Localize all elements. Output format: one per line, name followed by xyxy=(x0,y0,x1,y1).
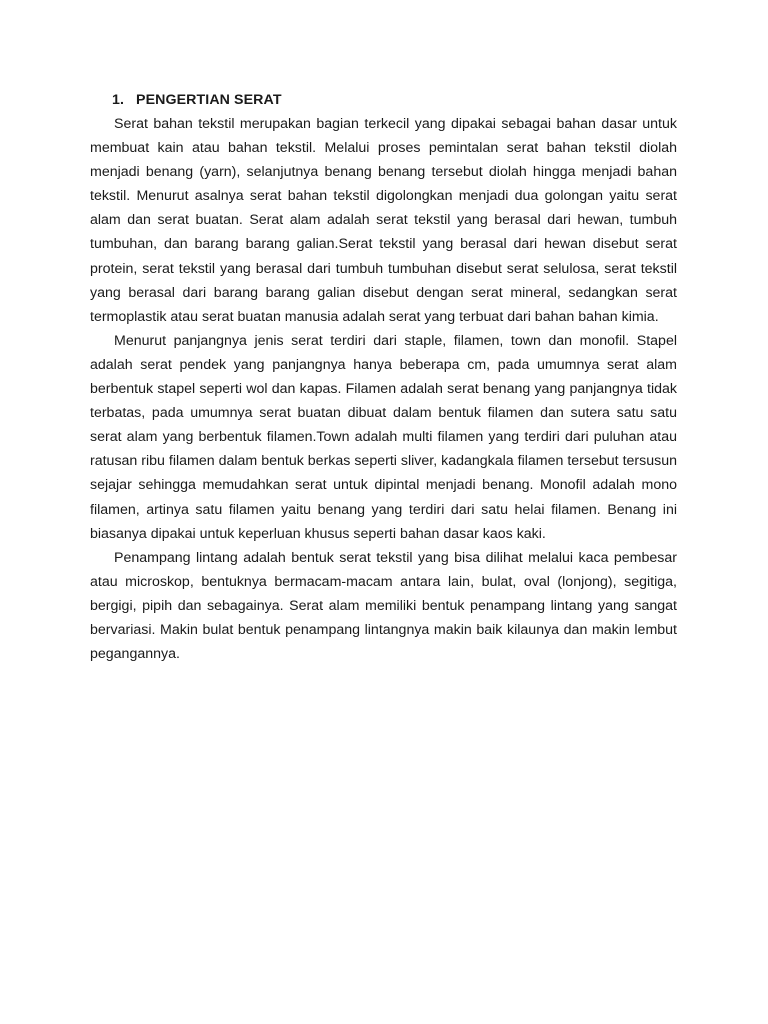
document-page xyxy=(90,88,677,666)
section-heading xyxy=(112,88,677,112)
paragraph-cross-section: Penampang lintang adalah bentuk serat tekstil yang bisa dilihat melalui kaca pembesar atau microskop, bentuknya bermacam-macam antara lain, bulat, oval (lonjong), segitiga, bergigi, pipih dan sebagainya. Serat alam memiliki bentuk penampang lintang yang sangat bervariasi. Makin bulat bentuk penampang lintangnya makin baik kilaunya dan makin lembut pegangannya. xyxy=(90,549,677,663)
section-title: PENGERTIAN SERAT xyxy=(136,92,282,108)
paragraph-definition: Serat bahan tekstil merupakan bagian terkecil yang dipakai sebagai bahan dasar untuk membuat kain atau bahan tekstil. Melalui proses pemintalan serat bahan tekstil diolah menjadi benang (yarn), selanjutnya benang benang tersebut diolah hingga menjadi bahan tekstil. Menurut asalnya serat bahan tekstil digolongkan menjadi dua golongan yaitu serat alam dan serat buatan. Serat alam adalah serat tekstil yang berasal dari hewan, tumbuh tumbuhan, dan barang barang galian.Serat tekstil yang berasal dari hewan disebut serat protein, serat tekstil yang berasal dari tumbuh tumbuhan disebut serat selulosa, serat tekstil yang berasal dari barang barang galian disebut dengan serat mineral, sedangkan serat termoplastik atau serat buatan manusia adalah serat yang terbuat dari bahan bahan kimia. xyxy=(90,116,677,325)
section-number: 1. xyxy=(112,92,125,108)
paragraph-length-types: Menurut panjangnya jenis serat terdiri dari staple, filamen, town dan monofil. Stapel adalah serat pendek yang panjangnya hanya beberapa cm, pada umumnya serat alam berbentuk stapel seperti wol dan kapas. Filamen adalah serat benang yang panjangnya tidak terbatas, pada umumnya serat buatan dibuat dalam bentuk filamen dan sutera satu satu serat alam yang berbentuk filamen.Town adalah multi filamen yang terdiri dari puluhan atau ratusan ribu filamen dalam bentuk berkas seperti sliver, kadangkala filamen tersebut tersusun sejajar sehingga memudahkan serat untuk dipintal menjadi benang. Monofil adalah mono filamen, artinya satu filamen yaitu benang yang terdiri dari satu helai filamen. Benang ini biasanya dipakai untuk keperluan khusus seperti bahan dasar kaos kaki. xyxy=(90,332,677,542)
